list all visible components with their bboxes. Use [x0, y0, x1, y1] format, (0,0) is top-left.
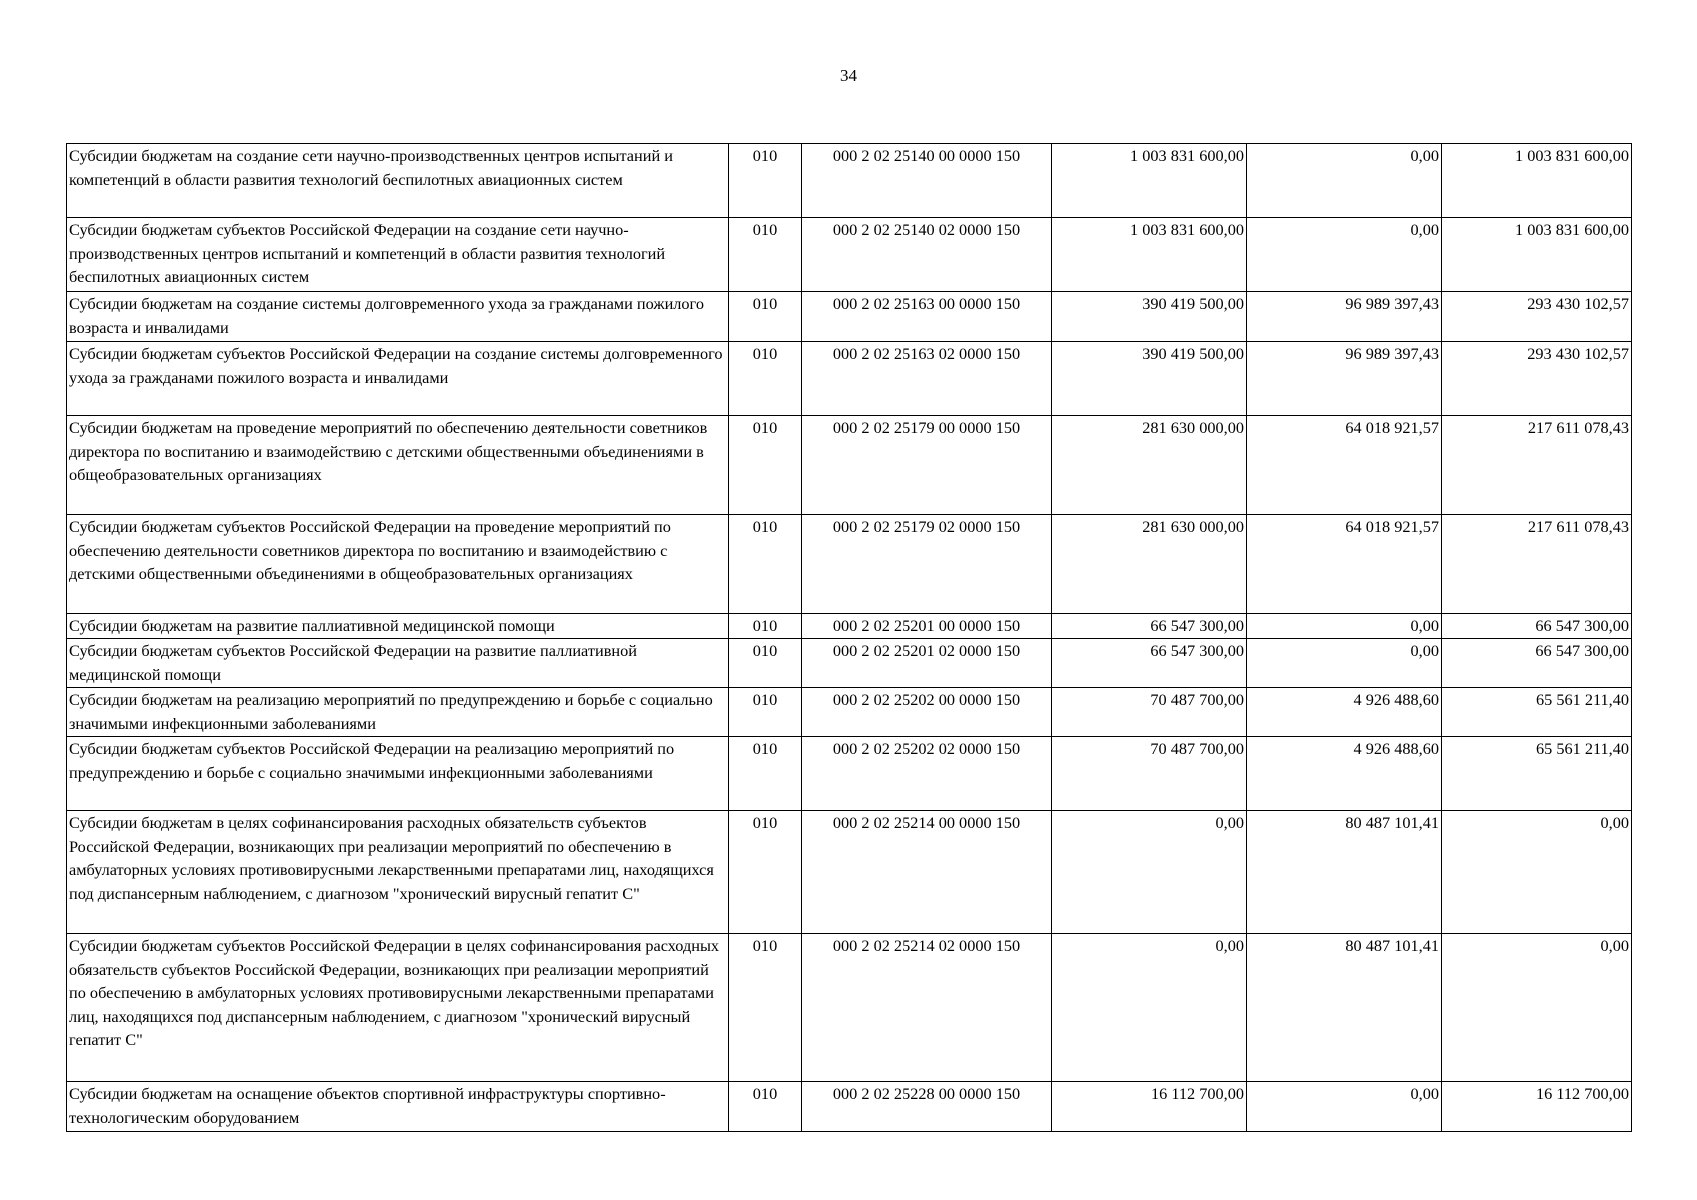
row-code: 010: [729, 218, 802, 292]
row-code: 010: [729, 292, 802, 342]
row-unexecuted: 293 430 102,57: [1442, 342, 1632, 416]
row-name: Субсидии бюджетам субъектов Российской Федерации на проведение мероприятий по обеспечению деятельности советников директора по воспитанию и взаимодействию с детскими общественными объединениями в общеобразовательных организациях: [67, 515, 729, 614]
row-name: Субсидии бюджетам субъектов Российской Федерации на реализацию мероприятий по предупреждению и борьбе с социально значимыми инфекционными заболеваниями: [67, 737, 729, 811]
row-approved: 281 630 000,00: [1052, 515, 1247, 614]
row-executed: 96 989 397,43: [1247, 292, 1442, 342]
row-name: Субсидии бюджетам на проведение мероприятий по обеспечению деятельности советников директора по воспитанию и взаимодействию с детскими общественными объединениями в общеобразовательных организациях: [67, 416, 729, 515]
row-name: Субсидии бюджетам субъектов Российской Федерации на создание системы долговременного ухода за гражданами пожилого возраста и инвалидами: [67, 342, 729, 416]
row-code: 010: [729, 614, 802, 639]
row-code: 010: [729, 515, 802, 614]
table-row: [67, 292, 1632, 342]
row-code: 010: [729, 1082, 802, 1132]
row-unexecuted: 16 112 700,00: [1442, 1082, 1632, 1132]
table-row: [67, 218, 1632, 292]
row-code: 010: [729, 688, 802, 737]
row-kbk: 000 2 02 25163 00 0000 150: [802, 292, 1052, 342]
row-name: Субсидии бюджетам субъектов Российской Федерации на развитие паллиативной медицинской помощи: [67, 639, 729, 688]
row-code: 010: [729, 639, 802, 688]
row-unexecuted: 66 547 300,00: [1442, 639, 1632, 688]
row-code: 010: [729, 811, 802, 934]
table-row: [67, 342, 1632, 416]
row-approved: 281 630 000,00: [1052, 416, 1247, 515]
row-executed: 4 926 488,60: [1247, 737, 1442, 811]
row-unexecuted: 66 547 300,00: [1442, 614, 1632, 639]
row-code: 010: [729, 342, 802, 416]
row-executed: 0,00: [1247, 144, 1442, 218]
row-unexecuted: 1 003 831 600,00: [1442, 218, 1632, 292]
row-unexecuted: 217 611 078,43: [1442, 515, 1632, 614]
row-approved: 390 419 500,00: [1052, 342, 1247, 416]
row-unexecuted: 65 561 211,40: [1442, 688, 1632, 737]
row-executed: 0,00: [1247, 639, 1442, 688]
row-kbk: 000 2 02 25201 02 0000 150: [802, 639, 1052, 688]
row-kbk: 000 2 02 25228 00 0000 150: [802, 1082, 1052, 1132]
table-row: [67, 639, 1632, 688]
row-kbk: 000 2 02 25214 00 0000 150: [802, 811, 1052, 934]
row-unexecuted: 0,00: [1442, 811, 1632, 934]
row-approved: 66 547 300,00: [1052, 614, 1247, 639]
row-kbk: 000 2 02 25202 00 0000 150: [802, 688, 1052, 737]
row-approved: 1 003 831 600,00: [1052, 218, 1247, 292]
row-name: Субсидии бюджетам субъектов Российской Федерации в целях софинансирования расходных обязательств субъектов Российской Федерации, возникающих при реализации мероприятий по обеспечению в амбулаторных условиях противовирусными лекарственными препаратами лиц, находящихся под диспансерным наблюдением, с диагнозом "хронический вирусный гепатит С": [67, 934, 729, 1082]
row-approved: 70 487 700,00: [1052, 688, 1247, 737]
row-kbk: 000 2 02 25140 00 0000 150: [802, 144, 1052, 218]
table-row: [67, 688, 1632, 737]
table-row: [67, 416, 1632, 515]
row-unexecuted: 65 561 211,40: [1442, 737, 1632, 811]
row-kbk: 000 2 02 25179 02 0000 150: [802, 515, 1052, 614]
row-unexecuted: 0,00: [1442, 934, 1632, 1082]
row-approved: 70 487 700,00: [1052, 737, 1247, 811]
row-name: Субсидии бюджетам субъектов Российской Федерации на создание сети научно-производственных центров испытаний и компетенций в области развития технологий беспилотных авиационных систем: [67, 218, 729, 292]
row-kbk: 000 2 02 25214 02 0000 150: [802, 934, 1052, 1082]
row-approved: 390 419 500,00: [1052, 292, 1247, 342]
row-code: 010: [729, 144, 802, 218]
table-row: [67, 934, 1632, 1082]
row-executed: 80 487 101,41: [1247, 934, 1442, 1082]
row-executed: 0,00: [1247, 614, 1442, 639]
row-approved: 16 112 700,00: [1052, 1082, 1247, 1132]
row-executed: 0,00: [1247, 1082, 1442, 1132]
row-kbk: 000 2 02 25140 02 0000 150: [802, 218, 1052, 292]
row-executed: 64 018 921,57: [1247, 416, 1442, 515]
row-approved: 0,00: [1052, 934, 1247, 1082]
page-number: 34: [840, 66, 857, 85]
row-code: 010: [729, 934, 802, 1082]
table-row: [67, 1082, 1632, 1132]
table-row: [67, 515, 1632, 614]
row-executed: 4 926 488,60: [1247, 688, 1442, 737]
row-name: Субсидии бюджетам в целях софинансирования расходных обязательств субъектов Российской Федерации, возникающих при реализации мероприятий по обеспечению в амбулаторных условиях противовирусными лекарственными препаратами лиц, находящихся под диспансерным наблюдением, с диагнозом "хронический вирусный гепатит С": [67, 811, 729, 934]
row-approved: 1 003 831 600,00: [1052, 144, 1247, 218]
row-executed: 0,00: [1247, 218, 1442, 292]
row-name: Субсидии бюджетам на развитие паллиативной медицинской помощи: [67, 614, 729, 639]
row-unexecuted: 1 003 831 600,00: [1442, 144, 1632, 218]
row-kbk: 000 2 02 25201 00 0000 150: [802, 614, 1052, 639]
table-row: [67, 811, 1632, 934]
table-row: [67, 144, 1632, 218]
row-executed: 64 018 921,57: [1247, 515, 1442, 614]
row-kbk: 000 2 02 25179 00 0000 150: [802, 416, 1052, 515]
row-kbk: 000 2 02 25202 02 0000 150: [802, 737, 1052, 811]
row-name: Субсидии бюджетам на создание сети научно-производственных центров испытаний и компетенций в области развития технологий беспилотных авиационных систем: [67, 144, 729, 218]
row-name: Субсидии бюджетам на реализацию мероприятий по предупреждению и борьбе с социально значимыми инфекционными заболеваниями: [67, 688, 729, 737]
row-approved: 0,00: [1052, 811, 1247, 934]
budget-income-table: [66, 143, 1632, 1132]
row-executed: 96 989 397,43: [1247, 342, 1442, 416]
row-name: Субсидии бюджетам на оснащение объектов спортивной инфраструктуры спортивно-технологическим оборудованием: [67, 1082, 729, 1132]
row-unexecuted: 217 611 078,43: [1442, 416, 1632, 515]
row-code: 010: [729, 737, 802, 811]
row-approved: 66 547 300,00: [1052, 639, 1247, 688]
table-row: [67, 737, 1632, 811]
row-name: Субсидии бюджетам на создание системы долговременного ухода за гражданами пожилого возраста и инвалидами: [67, 292, 729, 342]
table-row: [67, 614, 1632, 639]
row-kbk: 000 2 02 25163 02 0000 150: [802, 342, 1052, 416]
row-unexecuted: 293 430 102,57: [1442, 292, 1632, 342]
row-code: 010: [729, 416, 802, 515]
row-executed: 80 487 101,41: [1247, 811, 1442, 934]
